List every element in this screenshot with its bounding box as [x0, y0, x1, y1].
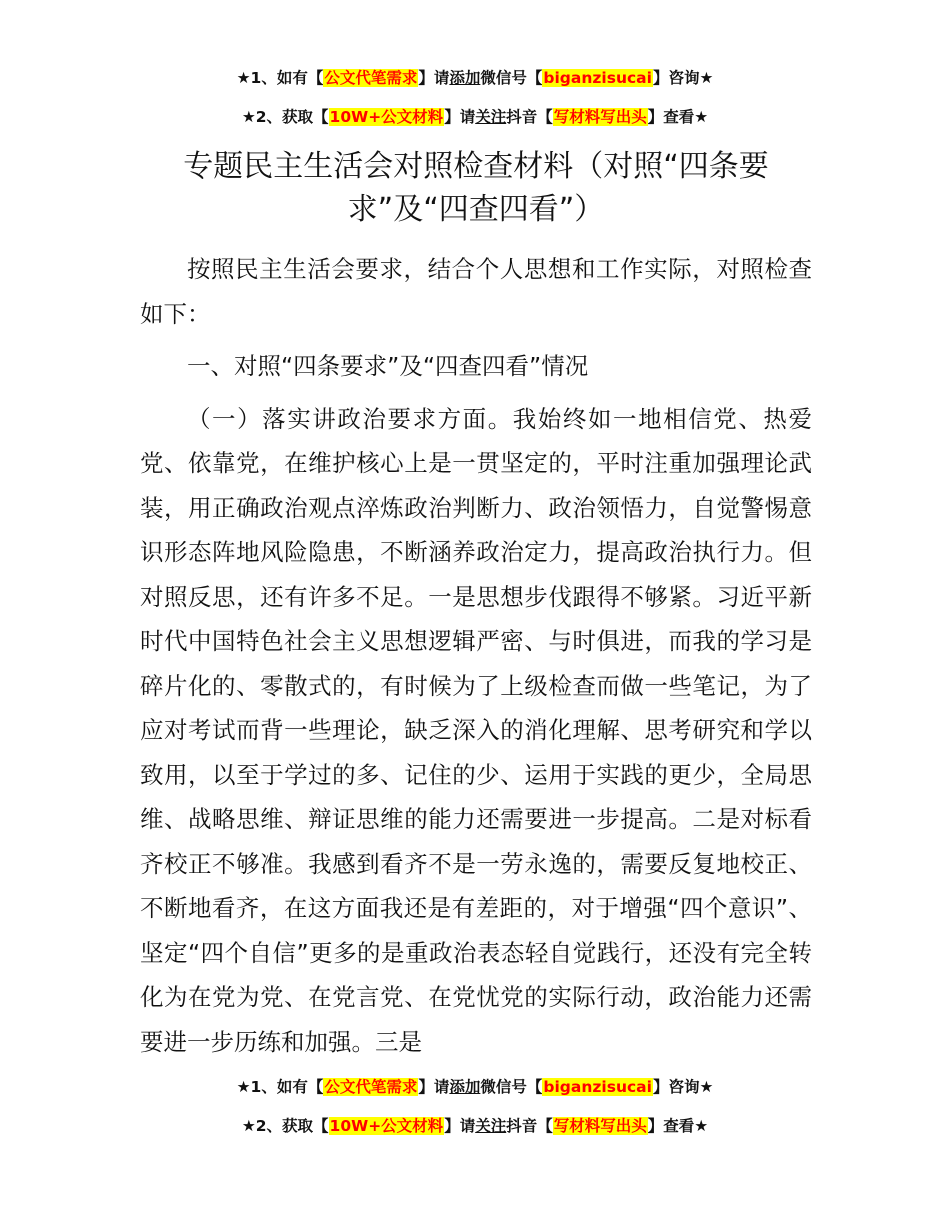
promo-text: 抖音【	[506, 108, 553, 126]
promo-emphasis: 关注	[475, 1117, 507, 1135]
promo-suffix: 】咨询★	[652, 1078, 714, 1096]
promo-emphasis: 关注	[475, 108, 507, 126]
promo-suffix: 】查看★	[647, 108, 709, 126]
promo-suffix: 】查看★	[647, 1117, 709, 1135]
promo-prefix: ★1、如有【	[236, 69, 324, 87]
footer-promo-line-2	[0, 1115, 950, 1137]
promo-text: 】请	[444, 108, 476, 126]
promo-emphasis: 添加	[449, 69, 481, 87]
promo-wechat-id: biganzisucai	[543, 69, 652, 87]
footer-promo-line-1	[0, 1076, 950, 1098]
promo-text: 】请	[418, 1078, 450, 1096]
promo-highlight: 公文代笔需求	[324, 1078, 418, 1096]
promo-prefix: ★2、获取【	[241, 108, 329, 126]
header-promo-line-1	[0, 67, 950, 89]
promo-douyin-account: 写材料写出头	[553, 108, 647, 126]
document-title: 专题民主生活会对照检查材料（对照“四条要求”及“四查四看”）	[183, 149, 769, 227]
promo-text: 】请	[444, 1117, 476, 1135]
promo-emphasis: 添加	[449, 1078, 481, 1096]
document-body	[140, 247, 812, 1064]
promo-prefix: ★1、如有【	[236, 1078, 324, 1096]
promo-text: 微信号【	[480, 69, 543, 87]
body-paragraph: （一）落实讲政治要求方面。我始终如一地相信党、热爱党、依靠党，在维护核心上是一贯坚定的，平时注重加强理论武装，用正确政治观点淬炼政治判断力、政治领悟力，自觉警惕意识形态阵地风险隐患，不断涵养政治定力，提高政治执行力。但对照反思，还有许多不足。一是思想步伐跟得不够紧。习近平新时代中国特色社会主义思想逻辑严密、与时俱进，而我的学习是碎片化的、零散式的，有时候为了上级检查而做一些笔记，为了应对考试而背一些理论，缺乏深入的消化理解、思考研究和学以致用，以至于学过的多、记住的少、运用于实践的更少，全局思维、战略思维、辩证思维的能力还需要进一步提高。二是对标看齐校正不够准。我感到看齐不是一劳永逸的，需要反复地校正、不断地看齐，在这方面我还是有差距的，对于增强“四个意识”、坚定“四个自信”更多的是重政治表态轻自觉践行，还没有完全转化为在党为党、在党言党、在党忧党的实际行动，政治能力还需要进一步历练和加强。三是	[140, 404, 812, 1056]
header-promo-line-2	[0, 106, 950, 128]
promo-suffix: 】咨询★	[652, 69, 714, 87]
promo-text: 微信号【	[480, 1078, 543, 1096]
promo-highlight: 10W+公文材料	[329, 1117, 444, 1135]
section-heading: 一、对照“四条要求”及“四查四看”情况	[187, 352, 589, 380]
promo-wechat-id: biganzisucai	[543, 1078, 652, 1096]
promo-text: 】请	[418, 69, 450, 87]
promo-highlight: 10W+公文材料	[329, 108, 444, 126]
promo-text: 抖音【	[506, 1117, 553, 1135]
promo-prefix: ★2、获取【	[241, 1117, 329, 1135]
promo-douyin-account: 写材料写出头	[553, 1117, 647, 1135]
promo-highlight: 公文代笔需求	[324, 69, 418, 87]
intro-paragraph: 按照民主生活会要求，结合个人思想和工作实际，对照检查如下：	[140, 255, 812, 328]
